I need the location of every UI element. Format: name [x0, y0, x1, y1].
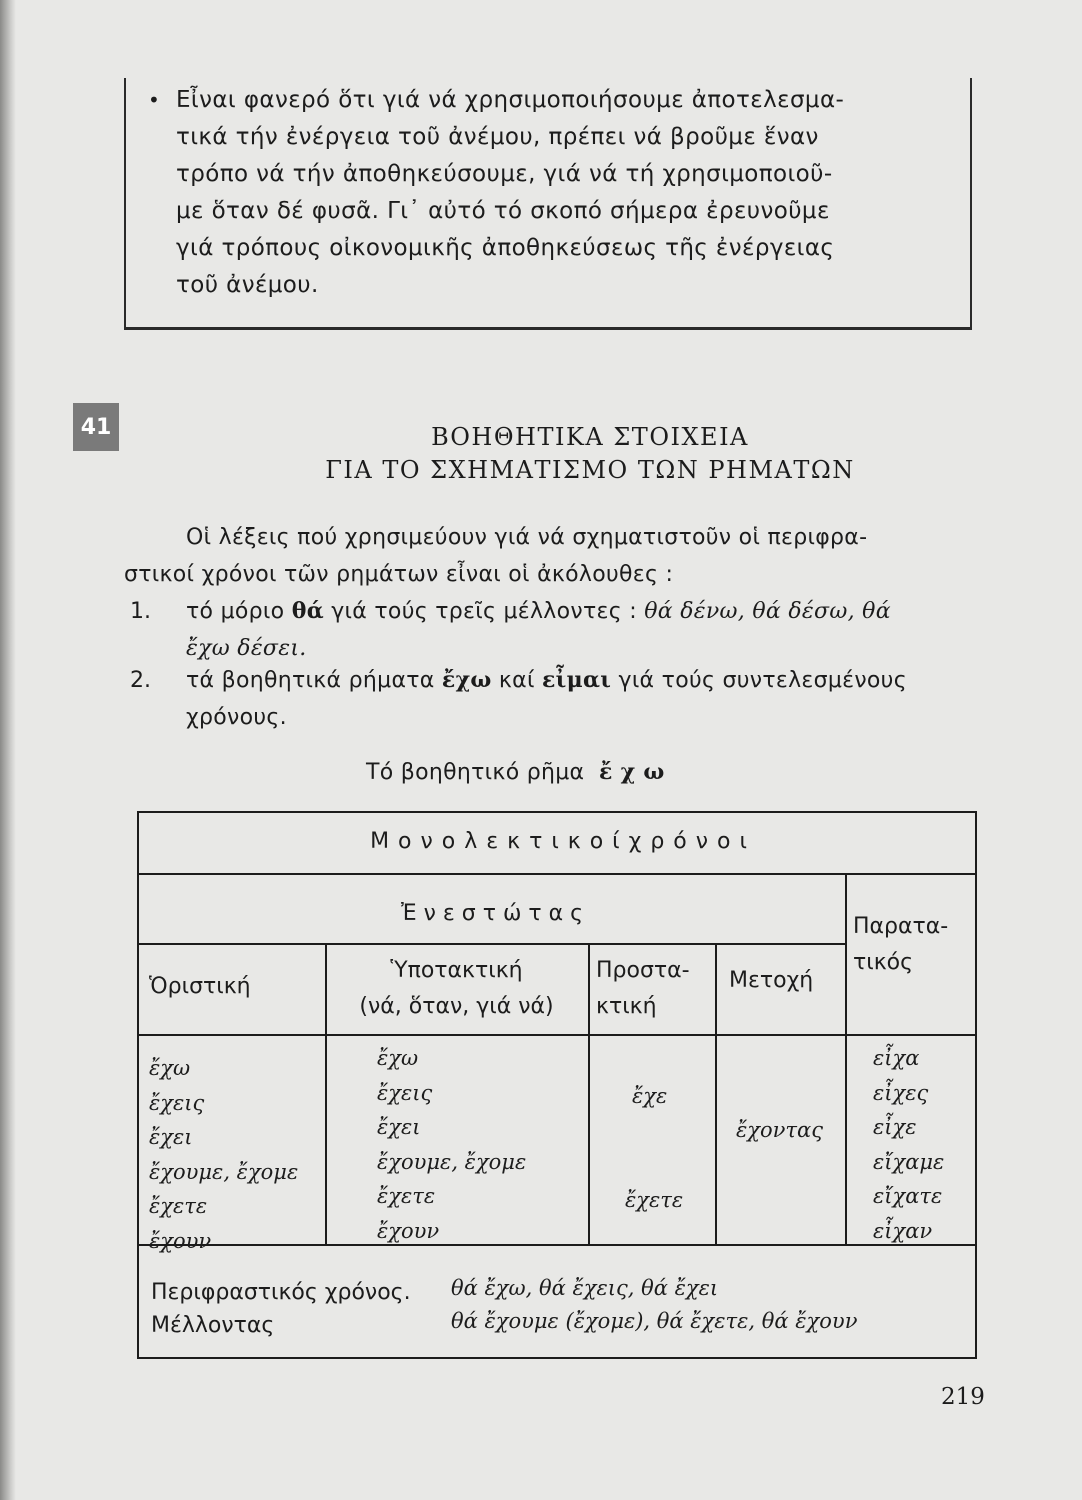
page-spine-shadow [0, 0, 16, 1500]
particle-tha: θά [291, 598, 324, 624]
imperative-header-line: Προστα- [596, 958, 690, 983]
verb-form: ἔχετε [149, 1194, 208, 1218]
verb-form: ἔχει [377, 1115, 421, 1139]
verb-echo: ἔχω [441, 667, 492, 693]
boxed-note [124, 78, 972, 330]
subjunctive-header-line: (νά, ὅταν, γιά νά) [359, 994, 554, 1019]
future-examples: θά δένω, θά δέσω, θά [644, 599, 891, 624]
verb-form: ἔχετε [377, 1184, 436, 1208]
note-line: Εἶναι φανερό ὅτι γιά νά χρησιμοποιήσουμε ἀποτελεσμα- [176, 87, 845, 113]
section-heading-line-2: ΓΙΑ ΤΟ ΣΧΗΜΑΤΙΣΜΟ ΤΩΝ ΡΗΜΑΤΩΝ [325, 456, 855, 484]
list-item-text: τό μόριο [186, 599, 292, 624]
verb-title [366, 754, 665, 791]
subjunctive-forms [377, 1041, 526, 1248]
verb-form: ἔχουν [377, 1218, 440, 1243]
list-item-2-cont: χρόνους. [186, 705, 287, 730]
verb-form: εἶχες [873, 1080, 929, 1105]
verb-form: ἔχουμε, ἔχομε [149, 1159, 299, 1184]
imperative-header [596, 953, 690, 1025]
section-number-badge: 41 [73, 403, 119, 451]
note-text [148, 82, 956, 304]
verb-form: εἶχε [873, 1115, 917, 1139]
future-forms-line: θά ἔχω, θά ἔχεις, θά ἔχει [451, 1276, 719, 1300]
indicative-forms [149, 1051, 298, 1258]
list-number: 2. [130, 668, 151, 693]
imperfect-header [853, 909, 948, 981]
note-line: τικά τήν ἐνέργεια τοῦ ἀνέμου, πρέπει νά βροῦμε ἕναν [176, 124, 819, 150]
table-title: Μ ο ν ο λ ε κ τ ι κ ο ί χ ρ ό ν ο ι [370, 829, 748, 854]
note-line: με ὅταν δέ φυσᾶ. Γι᾽ αὐτό τό σκοπό σήμερα ἐρευνοῦμε [176, 198, 830, 224]
verb-form: ἔχουν [149, 1228, 212, 1253]
future-label-line: Μέλλοντας [151, 1313, 275, 1338]
future-forms-line: θά ἔχουμε (ἔχομε), θά ἔχετε, θά ἔχουν [451, 1309, 858, 1333]
verb-form: ἔχεις [377, 1080, 433, 1105]
note-line: τοῦ ἀνέμου. [176, 272, 319, 298]
verb-form: ἔχεις [149, 1090, 205, 1115]
verb-form: ἔχω [149, 1056, 191, 1080]
verb-form: εἴχαμε [873, 1149, 945, 1174]
imperative-form: ἔχετε [625, 1188, 684, 1212]
conjugation-table [137, 811, 977, 1359]
future-examples-cont: ἔχω δέσει. [186, 636, 307, 661]
verb-form: ἔχει [149, 1125, 193, 1149]
future-forms [451, 1272, 857, 1338]
list-item-text: καί [491, 668, 542, 693]
intro-line-2: στικοί χρόνοι τῶν ρημάτων εἶναι οἱ ἀκόλουθες : [124, 562, 674, 587]
list-item-text: γιά τούς συντελεσμένους [611, 668, 907, 693]
present-tense-header: Ἐ ν ε σ τ ώ τ α ς [400, 901, 584, 926]
bullet-icon: • [148, 88, 161, 112]
verb-form: εἴχατε [873, 1184, 943, 1208]
note-line: γιά τρόπους οἰκονομικῆς ἀποθηκεύσεως τῆς ἐνέργειας [176, 235, 835, 261]
section-heading-line-1: ΒΟΗΘΗΤΙΚΑ ΣΤΟΙΧΕΙΑ [431, 423, 749, 451]
subjunctive-header [325, 953, 588, 1025]
list-item-text: τά βοηθητικά ρήματα [186, 668, 442, 693]
participle-form: ἔχοντας [736, 1118, 823, 1142]
list-item-1 [186, 593, 891, 630]
page-number: 219 [941, 1384, 985, 1410]
imperative-header-line: κτική [596, 994, 657, 1019]
imperfect-header-line: τικός [853, 950, 914, 975]
subjunctive-header-line: Ὑποτακτική [390, 958, 523, 983]
future-label [151, 1276, 411, 1342]
verb-form: ἔχουμε, ἔχομε [377, 1149, 527, 1174]
verb-title-verb: ἔ χ ω [598, 759, 665, 785]
participle-header: Μετοχή [729, 968, 814, 993]
future-label-line: Περιφραστικός χρόνος. [151, 1280, 411, 1305]
list-number: 1. [130, 599, 151, 624]
imperative-form: ἔχε [632, 1084, 668, 1108]
imperfect-header-line: Παρατα- [853, 914, 949, 939]
list-item-2 [186, 662, 907, 699]
list-item-text: γιά τούς τρεῖς μέλλοντες : [323, 599, 645, 624]
verb-form: εἶχαν [873, 1218, 933, 1243]
verb-title-text: Τό βοηθητικό ρῆμα [366, 760, 585, 785]
verb-form: εἶχα [873, 1046, 920, 1070]
indicative-header: Ὁριστική [149, 974, 251, 999]
intro-line-1: Οἱ λέξεις πού χρησιμεύουν γιά νά σχηματιστοῦν οἱ περιφρα- [186, 525, 868, 550]
imperfect-forms [873, 1041, 944, 1248]
note-line: τρόπο νά τήν ἀποθηκεύσουμε, γιά νά τή χρησιμοποιοῦ- [176, 161, 833, 187]
verb-eimai: εἶμαι [542, 667, 612, 693]
verb-form: ἔχω [377, 1046, 419, 1070]
